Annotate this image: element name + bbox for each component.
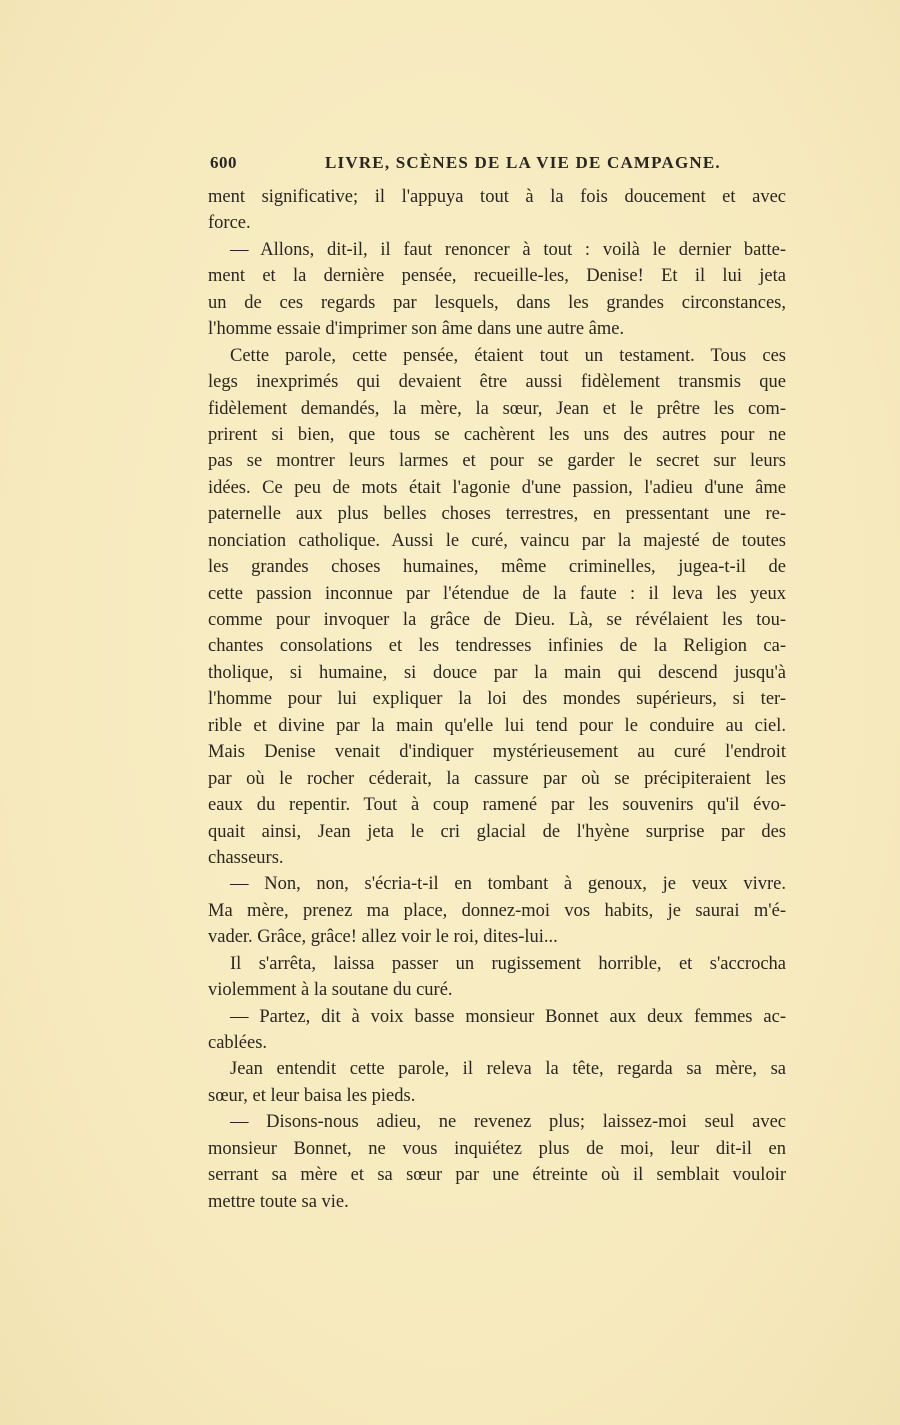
text-line: quait ainsi, Jean jeta le cri glacial de l'hyène surprise par des bbox=[208, 821, 786, 842]
text-line: comme pour invoquer la grâce de Dieu. Là, se révélaient les tou- bbox=[208, 610, 786, 630]
text-line: cette passion inconnue par l'étendue de la faute : il leva les yeux bbox=[208, 583, 786, 604]
text-line: idées. Ce peu de mots était l'agonie d'une passion, l'adieu d'une âme bbox=[208, 477, 786, 498]
text-line: par où le rocher céderait, la cassure par où se précipiteraient les bbox=[208, 768, 786, 789]
text-line: legs inexprimés qui devaient être aussi fidèlement transmis que bbox=[208, 372, 786, 393]
text-line: mettre toute sa vie. bbox=[208, 1191, 349, 1212]
text-line: monsieur Bonnet, ne vous inquiétez plus de moi, leur dit-il en bbox=[208, 1138, 786, 1159]
text-line: ment significative; il l'appuya tout à la fois doucement et avec bbox=[208, 187, 786, 207]
text-line: vader. Grâce, grâce! allez voir le roi, dites-lui... bbox=[208, 927, 558, 948]
text-line: Cette parole, cette pensée, étaient tout un testament. Tous ces bbox=[230, 345, 786, 366]
text-line: — Non, non, s'écria-t-il en tombant à genoux, je veux vivre. bbox=[230, 874, 786, 895]
body-text bbox=[208, 184, 786, 1215]
text-line: — Partez, dit à voix basse monsieur Bonnet aux deux femmes ac- bbox=[230, 1006, 786, 1027]
page-number: 600 bbox=[210, 153, 237, 172]
text-line: l'homme essaie d'imprimer son âme dans une autre âme. bbox=[208, 319, 625, 340]
text-line: ment et la dernière pensée, recueille-les, Denise! Et il lui jeta bbox=[208, 266, 786, 287]
text-line: l'homme pour lui expliquer la loi des mondes supérieurs, si ter- bbox=[208, 689, 786, 710]
text-line: Ma mère, prenez ma place, donnez-moi vos habits, je saurai m'é- bbox=[208, 900, 786, 921]
running-title: LIVRE, SCÈNES DE LA VIE DE CAMPAGNE. bbox=[325, 153, 721, 172]
text-line: paternelle aux plus belles choses terrestres, en pressentant une re- bbox=[208, 504, 786, 525]
text-line: pas se montrer leurs larmes et pour se garder le secret sur leurs bbox=[208, 451, 786, 472]
text-line: — Allons, dit-il, il faut renoncer à tout : voilà le dernier batte- bbox=[230, 239, 786, 260]
text-line: tholique, si humaine, si douce par la main qui descend jusqu'à bbox=[208, 662, 786, 683]
text-line: Mais Denise venait d'indiquer mystérieusement au curé l'endroit bbox=[208, 742, 786, 763]
text-line: sœur, et leur baisa les pieds. bbox=[208, 1085, 416, 1106]
text-line: fidèlement demandés, la mère, la sœur, Jean et le prêtre les com- bbox=[208, 398, 786, 419]
text-line: serrant sa mère et sa sœur par une étreinte où il semblait vouloir bbox=[208, 1165, 786, 1186]
text-line: Jean entendit cette parole, il releva la tête, regarda sa mère, sa bbox=[230, 1059, 786, 1080]
running-header bbox=[210, 153, 788, 179]
text-line: chasseurs. bbox=[208, 847, 284, 868]
text-line: chantes consolations et les tendresses infinies de la Religion ca- bbox=[208, 636, 786, 657]
text-line: nonciation catholique. Aussi le curé, vaincu par la majesté de toutes bbox=[208, 530, 786, 551]
text-line: violemment à la soutane du curé. bbox=[208, 980, 453, 1001]
text-line: prirent si bien, que tous se cachèrent les uns des autres pour ne bbox=[208, 424, 786, 445]
text-line: eaux du repentir. Tout à coup ramené par les souvenirs qu'il évo- bbox=[208, 795, 786, 816]
text-line: les grandes choses humaines, même criminelles, jugea-t-il de bbox=[208, 557, 786, 578]
text-line: cablées. bbox=[208, 1033, 268, 1053]
text-line: rible et divine par la main qu'elle lui tend pour le conduire au ciel. bbox=[208, 715, 786, 736]
text-line: un de ces regards par lesquels, dans les grandes circonstances, bbox=[208, 292, 786, 313]
text-line: — Disons-nous adieu, ne revenez plus; laissez-moi seul avec bbox=[230, 1112, 786, 1133]
text-line: Il s'arrêta, laissa passer un rugissement horrible, et s'accrocha bbox=[230, 953, 786, 974]
text-line: force. bbox=[208, 213, 251, 234]
